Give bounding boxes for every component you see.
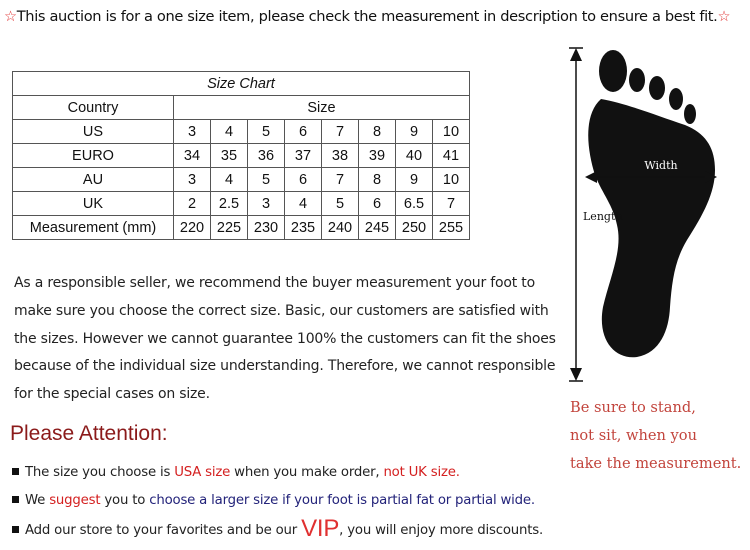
bullet-square-icon: [12, 496, 19, 503]
stand-note: [570, 394, 741, 478]
stand-note-line: Be sure to stand,: [570, 399, 696, 416]
size-cell: 8: [359, 168, 396, 192]
row-label: AU: [13, 168, 174, 192]
table-row-au: [13, 168, 470, 192]
size-cell: 4: [285, 192, 322, 216]
width-label: Width: [644, 159, 678, 172]
foot-diagram: [565, 45, 750, 390]
highlight-text: USA size: [174, 465, 231, 480]
bullet-text: when you make order,: [230, 465, 384, 480]
bullet-text: We: [25, 493, 50, 508]
size-cell: 250: [396, 216, 433, 240]
table-row-euro: [13, 144, 470, 168]
bullet-text: The size you choose is: [25, 465, 175, 480]
row-label: Measurement (mm): [13, 216, 174, 240]
size-cell: 7: [322, 120, 359, 144]
highlight-text: suggest: [49, 493, 101, 508]
size-cell: 220: [174, 216, 211, 240]
size-cell: 240: [322, 216, 359, 240]
notice-text: This auction is for a one size item, please check the measurement in description to ensure a best fit.: [16, 8, 718, 25]
size-cell: 9: [396, 168, 433, 192]
list-item: [12, 487, 572, 515]
size-cell: 7: [433, 192, 470, 216]
highlight-text: not UK size.: [383, 465, 460, 480]
size-cell: 10: [433, 168, 470, 192]
highlight-text: choose a larger size if your foot is partial fat or partial wide.: [149, 493, 535, 508]
list-item: [12, 459, 572, 487]
size-cell: 235: [285, 216, 322, 240]
star-icon: ☆: [717, 8, 731, 25]
size-cell: 230: [248, 216, 285, 240]
stand-note-line: not sit, when you: [570, 427, 697, 444]
size-cell: 38: [322, 144, 359, 168]
size-chart-title: Size Chart: [13, 72, 470, 96]
size-cell: 9: [396, 120, 433, 144]
size-cell: 5: [248, 168, 285, 192]
size-cell: 2: [174, 192, 211, 216]
length-arrow: [569, 48, 583, 381]
row-label: UK: [13, 192, 174, 216]
size-cell: 36: [248, 144, 285, 168]
table-row: [13, 72, 470, 96]
size-cell: 4: [211, 168, 248, 192]
size-chart-table: [12, 71, 470, 240]
bullet-text: you to: [100, 493, 150, 508]
foot-sole: [588, 99, 715, 357]
bullet-square-icon: [12, 526, 19, 533]
size-cell: 3: [174, 120, 211, 144]
size-cell: 37: [285, 144, 322, 168]
size-cell: 41: [433, 144, 470, 168]
size-cell: 4: [211, 120, 248, 144]
seller-paragraph: As a responsible seller, we recommend the buyer measurement your foot to make sure you choose the correct size. Basic, our customers are satisfied with the sizes. However we cannot guarantee 100% the customers can fit the shoes because of the individual size understanding. Therefore, we cannot responsible for the special cases on size.: [14, 275, 556, 403]
bullet-text: Add our store to your favorites and be our: [25, 523, 302, 538]
attention-title: Please Attention:: [10, 422, 168, 445]
size-cell: 6: [285, 168, 322, 192]
size-cell: 6: [285, 120, 322, 144]
size-cell: 3: [248, 192, 285, 216]
country-header: Country: [13, 96, 174, 120]
star-icon: ☆: [4, 8, 17, 25]
table-row-uk: [13, 192, 470, 216]
size-cell: 2.5: [211, 192, 248, 216]
row-label: EURO: [13, 144, 174, 168]
size-cell: 245: [359, 216, 396, 240]
size-header: Size: [174, 96, 470, 120]
size-cell: 7: [322, 168, 359, 192]
auction-notice: [4, 8, 749, 25]
size-cell: 6: [359, 192, 396, 216]
vip-text: VIP: [301, 515, 340, 542]
bullet-text: , you will enjoy more discounts.: [339, 523, 544, 538]
size-cell: 6.5: [396, 192, 433, 216]
list-item: [12, 515, 572, 543]
row-label: US: [13, 120, 174, 144]
size-cell: 255: [433, 216, 470, 240]
size-cell: 10: [433, 120, 470, 144]
table-row-us: [13, 120, 470, 144]
length-label: Length: [583, 210, 623, 223]
size-cell: 39: [359, 144, 396, 168]
size-cell: 8: [359, 120, 396, 144]
bullet-square-icon: [12, 468, 19, 475]
attention-list: [12, 459, 572, 543]
size-cell: 5: [248, 120, 285, 144]
size-cell: 5: [322, 192, 359, 216]
size-cell: 35: [211, 144, 248, 168]
stand-note-line: take the measurement.: [570, 455, 742, 472]
size-cell: 40: [396, 144, 433, 168]
size-cell: 225: [211, 216, 248, 240]
table-row: [13, 96, 470, 120]
size-cell: 34: [174, 144, 211, 168]
table-row-measurement: [13, 216, 470, 240]
size-cell: 3: [174, 168, 211, 192]
foot-diagram-svg: [565, 45, 750, 390]
